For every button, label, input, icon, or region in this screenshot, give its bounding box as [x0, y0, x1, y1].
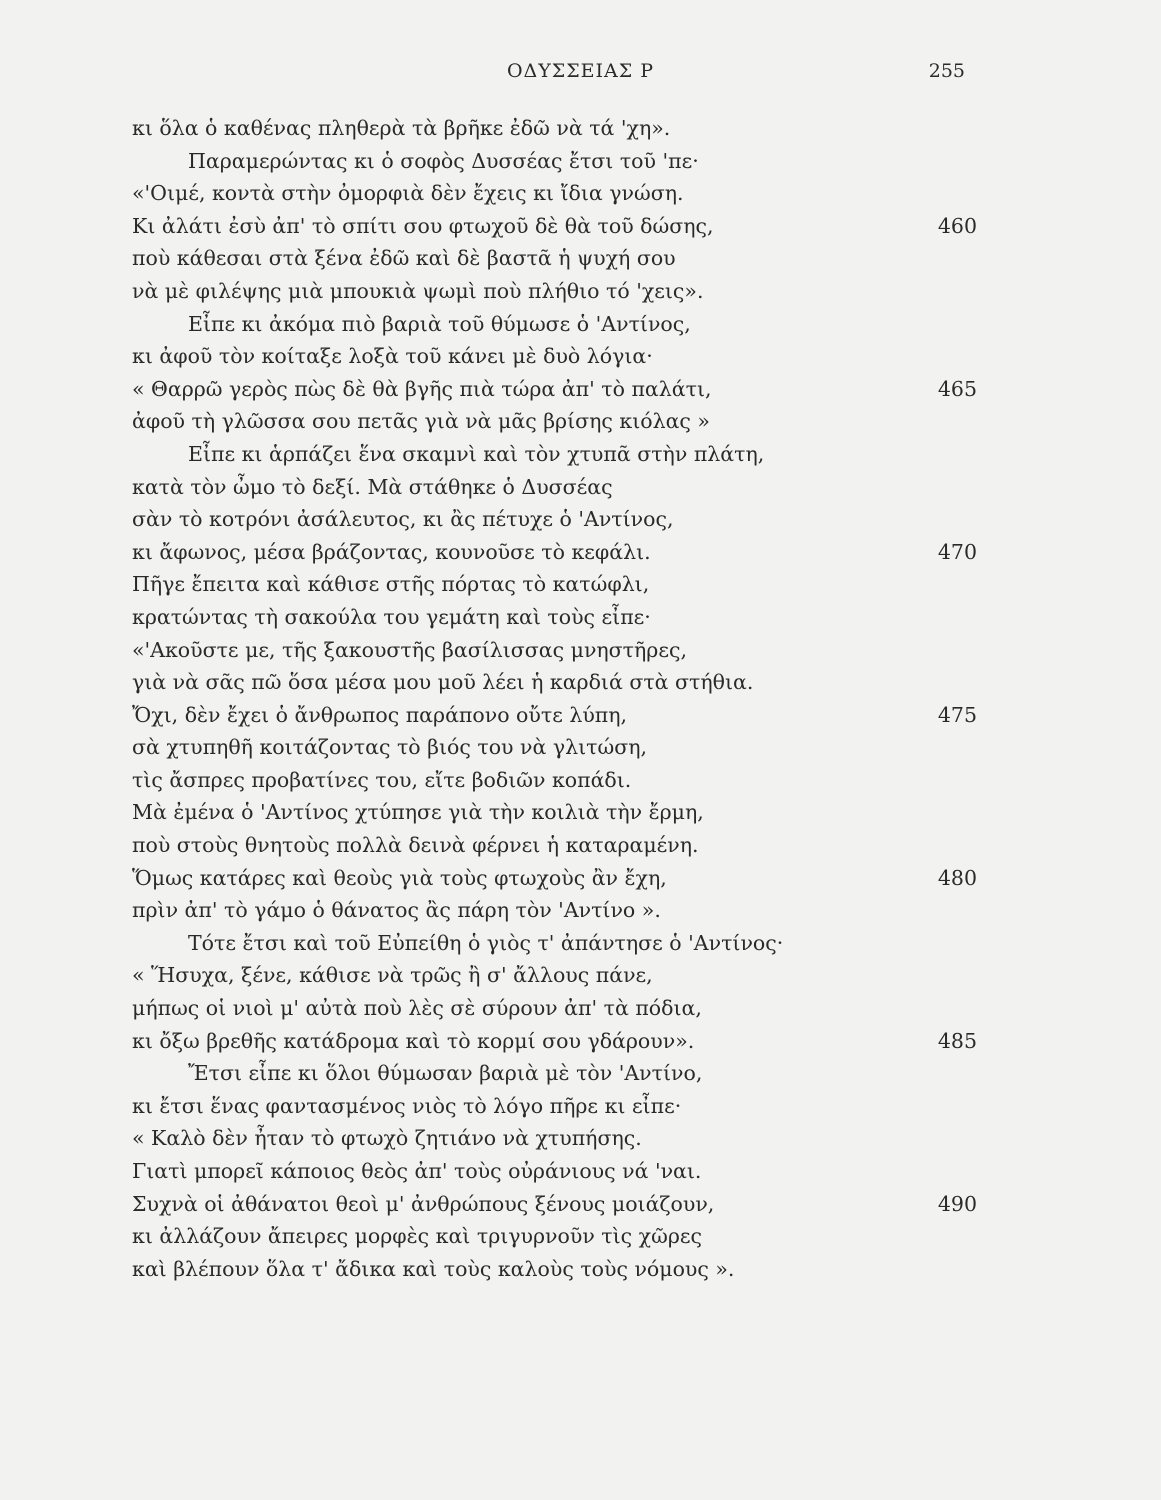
- verse-line: [132, 145, 977, 178]
- verse-text: Ὅμως κατάρες καὶ θεοὺς γιὰ τοὺς φτωχοὺς ἂν ἔχη,: [132, 865, 667, 890]
- verse-line: [132, 536, 977, 569]
- line-number: 470: [937, 539, 977, 564]
- verse-text: « Ἥσυχα, ξένε, κάθισε νὰ τρῶς ἢ σ' ἄλλους πάνε,: [132, 963, 653, 988]
- verse-line: [132, 503, 977, 536]
- verse-line: [132, 308, 977, 341]
- verse-text: Παραμερώντας κι ὁ σοφὸς Δυσσέας ἔτσι τοῦ 'πε·: [188, 148, 699, 173]
- verse-line: [132, 992, 977, 1025]
- verse-line: [132, 112, 977, 145]
- line-number: 480: [937, 865, 977, 890]
- verse-line: [132, 471, 977, 504]
- verse-line: [132, 340, 977, 373]
- line-number: 460: [937, 213, 977, 238]
- verse-text: σὰν τὸ κοτρόνι ἀσάλευτος, κι ἂς πέτυχε ὁ 'Αντίνος,: [132, 507, 674, 532]
- verse-line: [132, 1253, 977, 1286]
- verse-text: μήπως οἱ νιοὶ μ' αὐτὰ ποὺ λὲς σὲ σύρουν ἀπ' τὰ πόδια,: [132, 996, 702, 1021]
- line-number: 490: [937, 1191, 977, 1216]
- verse-text: Τότε ἔτσι καὶ τοῦ Εὐπείθη ὁ γιὸς τ' ἀπάντησε ὁ 'Αντίνος·: [188, 930, 784, 955]
- verse-line: [132, 1188, 977, 1221]
- verse-text: κρατώντας τὴ σακούλα του γεμάτη καὶ τοὺς εἶπε·: [132, 604, 651, 629]
- verse-text: ποὺ στοὺς θνητοὺς πολλὰ δεινὰ φέρνει ἡ καταραμένη.: [132, 833, 699, 858]
- verse-line: [132, 666, 977, 699]
- verse-text: «'Ακοῦστε με, τῆς ξακουστῆς βασίλισσας μνηστῆρες,: [132, 637, 687, 662]
- verse-line: [132, 731, 977, 764]
- verse-line: [132, 1090, 977, 1123]
- verse-text: Εἶπε κι ἀκόμα πιὸ βαριὰ τοῦ θύμωσε ὁ 'Αντίνος,: [188, 311, 691, 336]
- verse-line: [132, 634, 977, 667]
- verse-text: Ἔτσι εἶπε κι ὅλοι θύμωσαν βαριὰ μὲ τὸν 'Αντίνο,: [188, 1061, 703, 1086]
- verse-text: κι ἔτσι ἕνας φαντασμένος νιὸς τὸ λόγο πῆρε κι εἶπε·: [132, 1093, 682, 1118]
- verse-text: «'Οιμέ, κοντὰ στὴν ὀμορφιὰ δὲν ἔχεις κι ἴδια γνώση.: [132, 181, 684, 206]
- verse-text: τὶς ἄσπρες προβατίνες του, εἴτε βοδιῶν κοπάδι.: [132, 767, 632, 792]
- verse-line: [132, 1220, 977, 1253]
- verse-line: [132, 568, 977, 601]
- verse-text: κι ἀλλάζουν ἄπειρες μορφὲς καὶ τριγυρνοῦν τὶς χῶρες: [132, 1224, 702, 1249]
- verse-text: Μὰ ἐμένα ὁ 'Αντίνος χτύπησε γιὰ τὴν κοιλιὰ τὴν ἔρμη,: [132, 800, 704, 825]
- verse-text: ἀφοῦ τὴ γλῶσσα σου πετᾶς γιὰ νὰ μᾶς βρίσης κιόλας »: [132, 409, 710, 434]
- verse-text: Πῆγε ἔπειτα καὶ κάθισε στῆς πόρτας τὸ κατώφλι,: [132, 572, 650, 597]
- verse-line: [132, 959, 977, 992]
- verse-text: Συχνὰ οἱ ἀθάνατοι θεοὶ μ' ἀνθρώπους ξένους μοιάζουν,: [132, 1191, 715, 1216]
- verse-text: Ὄχι, δὲν ἔχει ὁ ἄνθρωπος παράπονο οὔτε λύπη,: [132, 702, 628, 727]
- verse-line: [132, 373, 977, 406]
- verse-text: κατὰ τὸν ὦμο τὸ δεξί. Μὰ στάθηκε ὁ Δυσσέας: [132, 474, 613, 499]
- line-number: 475: [937, 702, 977, 727]
- verse-line: [132, 210, 977, 243]
- verse-line: [132, 927, 977, 960]
- running-title: ΟΔΥΣΣΕΙΑΣ Ρ: [506, 60, 655, 82]
- verse-text: κι ὅλα ὁ καθένας πληθερὰ τὰ βρῆκε ἐδῶ νὰ τά 'χη».: [132, 116, 671, 140]
- verse-line: [132, 242, 977, 275]
- verse-text: « Θαρρῶ γερὸς πὼς δὲ θὰ βγῆς πιὰ τώρα ἀπ' τὸ παλάτι,: [132, 376, 712, 401]
- verse-text: Εἶπε κι ἁρπάζει ἕνα σκαμνὶ καὶ τὸν χτυπᾶ στὴν πλάτη,: [188, 441, 765, 466]
- verse-line: [132, 699, 977, 732]
- verse-line: [132, 275, 977, 308]
- verse-text: σὰ χτυπηθῆ κοιτάζοντας τὸ βιός του νὰ γλιτώση,: [132, 735, 647, 760]
- verse-text: ποὺ κάθεσαι στὰ ξένα ἐδῶ καὶ δὲ βαστᾶ ἡ ψυχή σου: [132, 246, 676, 271]
- verse-line: [132, 601, 977, 634]
- verse-line: [132, 764, 977, 797]
- verse-text: νὰ μὲ φιλέψης μιὰ μπουκιὰ ψωμὶ ποὺ πλήθιο τό 'χεις».: [132, 278, 704, 303]
- verse-line: [132, 405, 977, 438]
- page-number: 255: [928, 60, 965, 82]
- verse-text: κι ἄφωνος, μέσα βράζοντας, κουνοῦσε τὸ κεφάλι.: [132, 539, 651, 564]
- verse-text: γιὰ νὰ σᾶς πῶ ὅσα μέσα μου μοῦ λέει ἡ καρδιά στὰ στήθια.: [132, 670, 754, 695]
- verse-line: [132, 894, 977, 927]
- verse-line: [132, 438, 977, 471]
- verse-line: [132, 177, 977, 210]
- verse-line: [132, 1025, 977, 1058]
- verse-line: [132, 1122, 977, 1155]
- verse-text: Γιατὶ μπορεῖ κάποιος θεὸς ἀπ' τοὺς οὐράνιους νά 'ναι.: [132, 1159, 702, 1183]
- verse-line: [132, 1057, 977, 1090]
- verse-text: κι ὄξω βρεθῆς κατάδρομα καὶ τὸ κορμί σου γδάρουν».: [132, 1028, 695, 1053]
- verse-line: [132, 796, 977, 829]
- verse-text: πρὶν ἀπ' τὸ γάμο ὁ θάνατος ἂς πάρη τὸν 'Αντίνο ».: [132, 898, 661, 923]
- verse-line: [132, 829, 977, 862]
- verse-text: καὶ βλέπουν ὅλα τ' ἄδικα καὶ τοὺς καλοὺς τοὺς νόμους ».: [132, 1256, 735, 1281]
- verse-text: « Καλὸ δὲν ἦταν τὸ φτωχὸ ζητιάνο νὰ χτυπήσης.: [132, 1126, 642, 1151]
- poem-text: [132, 112, 977, 1285]
- verse-line: [132, 1155, 977, 1188]
- verse-line: [132, 862, 977, 895]
- verse-text: Κι ἀλάτι ἐσὺ ἀπ' τὸ σπίτι σου φτωχοῦ δὲ θὰ τοῦ δώσης,: [132, 213, 714, 238]
- running-head: [0, 58, 1161, 88]
- line-number: 465: [937, 376, 977, 401]
- line-number: 485: [937, 1028, 977, 1053]
- verse-text: κι ἀφοῦ τὸν κοίταξε λοξὰ τοῦ κάνει μὲ δυὸ λόγια·: [132, 344, 653, 369]
